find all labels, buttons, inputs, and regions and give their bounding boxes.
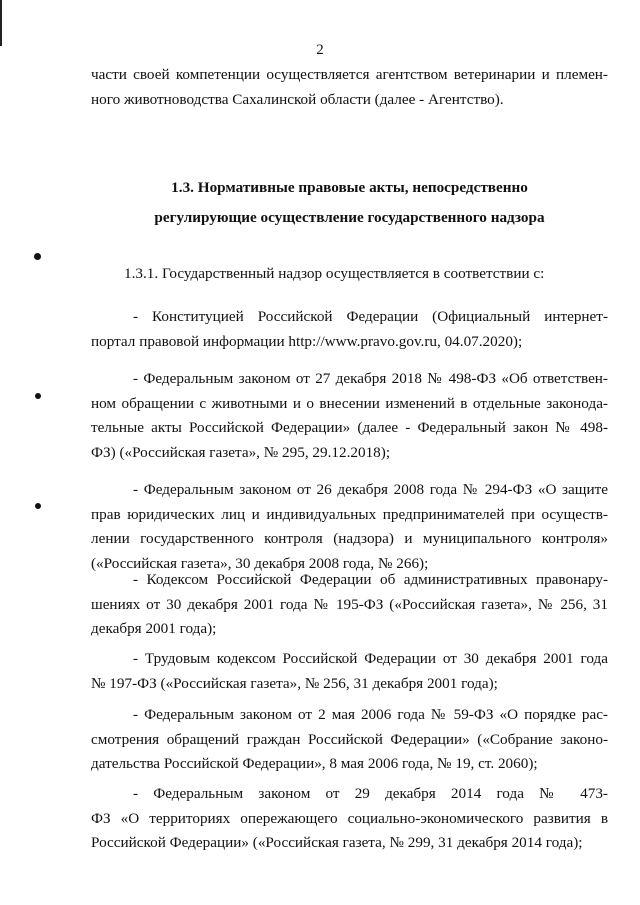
list-item-line: дательства Российской Федерации», 8 мая 2006 года, № 19, ст. 2060); — [91, 755, 538, 772]
page-number: 2 — [316, 42, 324, 58]
intro-line: части своей компетенции осуществляется агентством ветеринарии и племен- — [91, 66, 608, 83]
list-item-line: - Трудовым кодексом Российской Федерации от 30 декабря 2001 года — [133, 650, 608, 667]
clause-intro — [91, 262, 608, 287]
list-item-line: № 197-ФЗ («Российская газета», № 256, 31 декабря 2001 года); — [91, 674, 498, 692]
list-item-line: - Конституцией Российской Федерации (Официальный интернет- — [133, 308, 608, 325]
list-item-line: - Федеральным законом от 29 декабря 2014 года № 473- — [133, 785, 608, 802]
list-item-line: шениях от 30 декабря 2001 года № 195-ФЗ («Российская газета», № 256, 31 — [91, 595, 608, 613]
list-item-line: ФЗ «О территориях опережающего социально-экономического развития в — [91, 809, 608, 827]
list-item-line: Российской Федерации» («Российская газета, № 299, 31 декабря 2014 года); — [91, 834, 583, 851]
list-item-line: («Российская газета», 30 декабря 2008 года, № 266); — [91, 554, 429, 572]
list-item-line: - Федеральным законом от 27 декабря 2018 № 498-ФЗ «Об ответствен- — [133, 370, 608, 387]
list-item-line: - Федеральным законом от 2 мая 2006 года № 59-ФЗ «О порядке рас- — [133, 706, 608, 723]
list-item-line: тельные акты Российской Федерации» (далее - Федеральный закон № 498- — [91, 419, 608, 436]
intro-paragraph — [91, 63, 608, 112]
section-heading-line: регулирующие осуществление государственного надзора — [154, 209, 545, 226]
punch-hole-mark — [35, 393, 41, 399]
section-heading-line: 1.3. Нормативные правовые акты, непосредственно — [171, 179, 528, 196]
scan-edge-line — [0, 0, 2, 46]
list-item — [91, 478, 608, 576]
punch-hole-mark — [35, 503, 41, 509]
list-item-line: ФЗ) («Российская газета», № 295, 29.12.2018); — [91, 443, 391, 461]
list-item-line: - Федеральным законом от 26 декабря 2008 года № 294-ФЗ «О защите — [133, 481, 608, 498]
list-item-line: смотрения обращений граждан Российской Федерации» («Собрание законо- — [91, 730, 608, 748]
clause-intro-text: 1.3.1. Государственный надзор осуществляется в соответствии с: — [124, 265, 545, 282]
list-item-line: портал правовой информации http://www.pravo.gov.ru, 04.07.2020); — [91, 332, 523, 350]
list-item-line: - Кодексом Российской Федерации об административных правонару- — [133, 571, 608, 588]
list-item — [91, 647, 608, 696]
list-item-line: ном обращении с животными и о внесении изменений в отдельные законода- — [91, 394, 608, 412]
list-item — [91, 568, 608, 642]
list-item-line: декабря 2001 года); — [91, 620, 217, 637]
list-item — [91, 703, 608, 777]
intro-line: ного животноводства Сахалинской области (далее - Агентство). — [91, 90, 504, 108]
list-item-line: лении государственного контроля (надзора) и муниципального контроля» — [91, 530, 608, 547]
list-item-line: прав юридических лиц и индивидуальных предпринимателей при осуществ- — [91, 505, 608, 523]
list-item — [91, 367, 608, 465]
section-heading — [91, 173, 608, 233]
punch-hole-mark — [34, 253, 41, 260]
list-item — [91, 305, 608, 354]
list-item — [91, 782, 608, 856]
